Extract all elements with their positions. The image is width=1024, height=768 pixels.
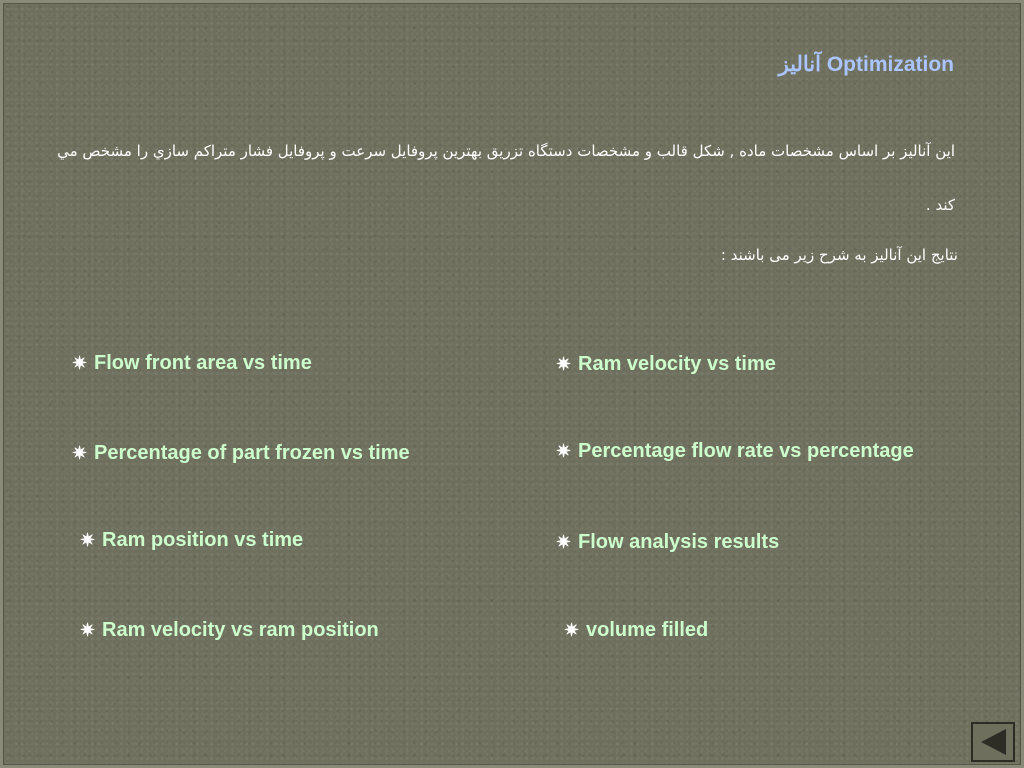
star-bullet-icon: ✷ <box>72 443 88 463</box>
result-item-ram-velocity-time <box>556 353 776 376</box>
result-item-label: Ram velocity vs time <box>578 353 776 375</box>
result-item-label: Ram position vs time <box>102 529 304 551</box>
result-item-volume-filled <box>564 619 708 642</box>
results-intro: نتایج این آنالیز به شرح زیر می باشند : <box>720 246 958 264</box>
star-bullet-icon: ✷ <box>564 620 580 640</box>
result-item-part-frozen <box>72 442 410 465</box>
star-bullet-icon: ✷ <box>556 532 572 552</box>
star-bullet-icon: ✷ <box>72 353 88 373</box>
slide-title <box>779 52 954 77</box>
result-item-label: Flow front area vs time <box>94 352 312 374</box>
result-item-ram-position <box>80 529 303 552</box>
result-item-label: Flow analysis results <box>578 531 780 553</box>
result-item-label: Percentage flow rate vs percentage <box>578 440 914 462</box>
result-item-flow-rate <box>556 440 914 463</box>
star-bullet-icon: ✷ <box>556 441 572 461</box>
star-bullet-icon: ✷ <box>80 530 96 550</box>
result-item-label: volume filled <box>586 619 709 641</box>
title-farsi: آنالیز <box>778 53 821 76</box>
title-latin: Optimization <box>826 53 954 76</box>
description-paragraph: این آنالیز بر اساس مشخصات ماده , شکل قالب و مشخصات دستگاه تزریق بهترین پروفایل سرعت و پروفایل فشار متراکم سازي را مشخص مي کند . <box>57 142 955 214</box>
star-bullet-icon: ✷ <box>556 354 572 374</box>
result-item-label: Percentage of part frozen vs time <box>94 442 410 464</box>
result-item-flow-front-area <box>72 352 312 375</box>
result-item-ram-velocity-position <box>80 619 379 642</box>
star-bullet-icon: ✷ <box>80 620 96 640</box>
result-item-flow-analysis <box>556 531 779 554</box>
result-item-label: Ram velocity vs ram position <box>102 619 379 641</box>
triangle-left-icon <box>973 724 1013 760</box>
previous-slide-button[interactable] <box>971 722 1015 762</box>
